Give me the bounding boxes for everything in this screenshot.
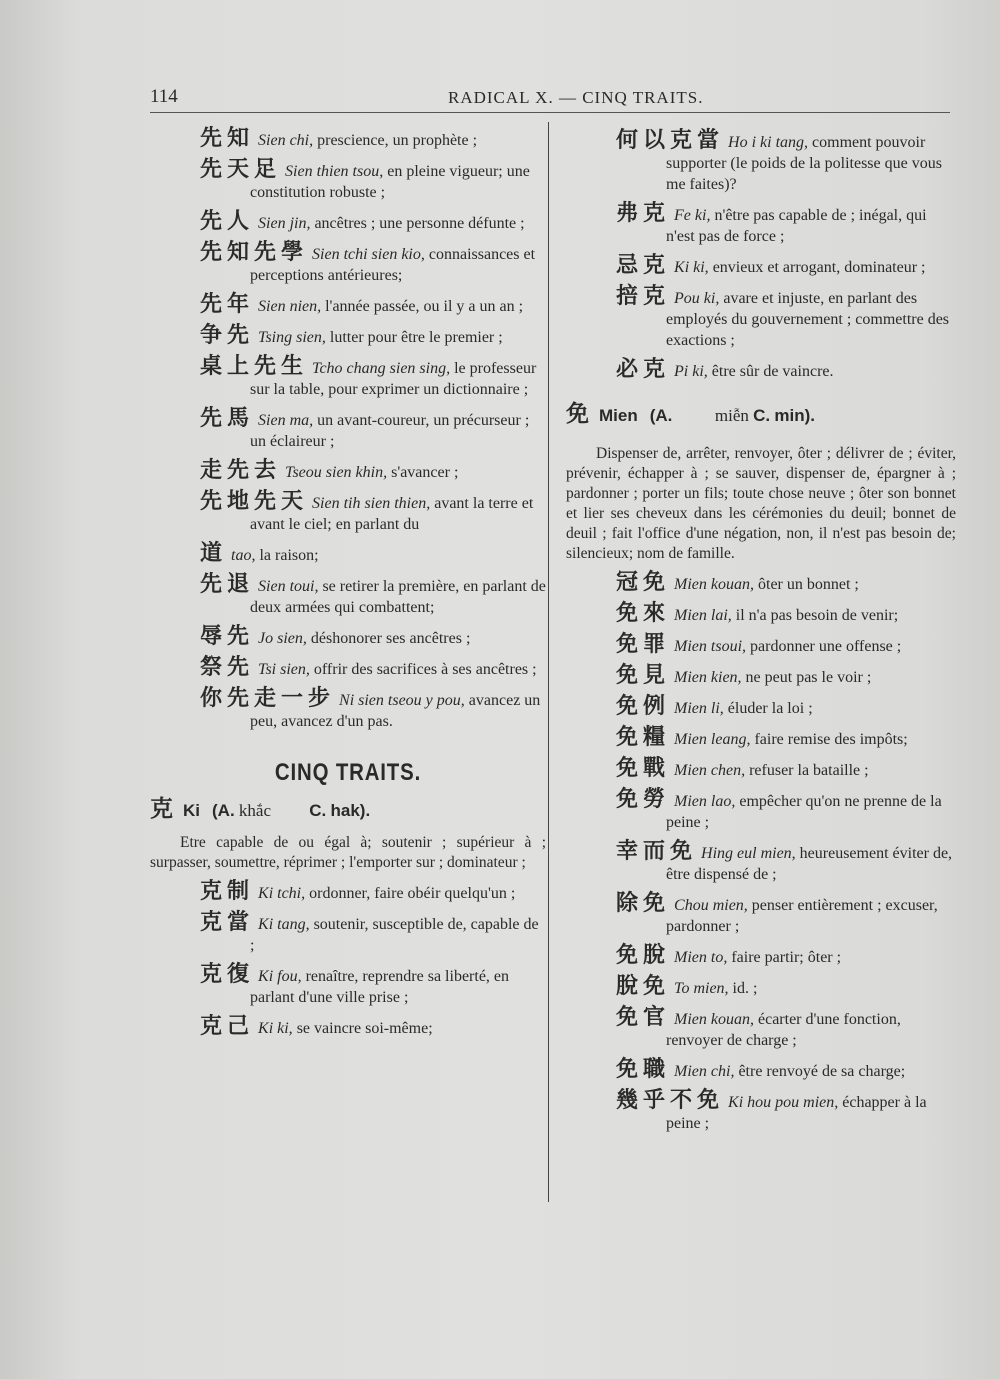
entry-romanization: Mien chen, bbox=[674, 762, 746, 779]
entry-gloss: empêcher qu'on ne prenne de la peine ; bbox=[666, 793, 942, 831]
dictionary-entry bbox=[150, 881, 546, 904]
dictionary-entry bbox=[566, 286, 956, 351]
entry-gloss: le professeur sur la table, pour exprimer un dictionnaire ; bbox=[250, 360, 537, 398]
dictionary-entry bbox=[566, 727, 956, 750]
entry-characters: 先退 bbox=[200, 572, 255, 597]
entry-gloss: connaissances et perceptions antérieures; bbox=[250, 246, 536, 284]
dictionary-entry bbox=[566, 696, 956, 719]
running-head: RADICAL X. — CINQ TRAITS. bbox=[448, 88, 704, 107]
dictionary-entry bbox=[566, 665, 956, 688]
entry-romanization: Mien lao, bbox=[674, 793, 736, 810]
dictionary-entry bbox=[566, 976, 956, 999]
entry-characters: 先馬 bbox=[200, 406, 255, 431]
entry-romanization: Mien kien, bbox=[674, 669, 742, 686]
entry-characters: 必克 bbox=[616, 357, 671, 382]
dictionary-entry bbox=[150, 543, 546, 566]
entry-romanization: Sien tih sien thien, bbox=[312, 495, 431, 512]
entry-romanization: Sien nien, bbox=[258, 298, 322, 315]
entry-gloss: comment pouvoir supporter (le poids de la politesse que vous me faites)? bbox=[666, 134, 942, 193]
entry-gloss: n'être pas capable de ; inégal, qui n'est pas de force ; bbox=[666, 207, 927, 245]
dictionary-entry bbox=[566, 130, 956, 195]
dictionary-entry bbox=[150, 408, 546, 452]
entry-characters: 免勞 bbox=[616, 787, 671, 812]
dictionary-entry bbox=[150, 325, 546, 348]
entry-characters: 先知 bbox=[200, 126, 255, 151]
entry-romanization: Tsi sien, bbox=[258, 661, 310, 678]
ki-definition: Etre capable de ou égal à; soutenir ; supérieur à ; surpasser, soumettre, réprimer ; l'emporter sur ; dominateur ; bbox=[150, 834, 546, 871]
entry-gloss: envieux et arrogant, dominateur ; bbox=[708, 259, 926, 276]
entry-characters: 幾乎不免 bbox=[616, 1088, 725, 1113]
entry-gloss: id. ; bbox=[728, 980, 758, 997]
entry-characters: 辱先 bbox=[200, 624, 255, 649]
entry-gloss: penser entièrement ; excuser, pardonner ; bbox=[666, 897, 938, 935]
entry-gloss: renaître, reprendre sa liberté, en parlant d'une ville prise ; bbox=[250, 968, 510, 1006]
entry-gloss: en pleine vigueur; une constitution robuste ; bbox=[250, 163, 530, 201]
entry-gloss: soutenir, susceptible de, capable de ; bbox=[250, 916, 539, 954]
dictionary-entry bbox=[566, 1059, 956, 1082]
entry-gloss: se vaincre soi-même; bbox=[292, 1020, 433, 1037]
entry-gloss: avant la terre et avant le ciel; en parlant du bbox=[250, 495, 534, 533]
entry-gloss: ne peut pas le voir ; bbox=[741, 669, 872, 686]
entry-gloss: éluder la loi ; bbox=[723, 700, 813, 717]
entry-characters: 弗克 bbox=[616, 201, 671, 226]
dictionary-entry bbox=[566, 359, 956, 382]
entry-romanization: Sien chi, bbox=[258, 132, 314, 149]
entry-characters: 免戰 bbox=[616, 756, 671, 781]
entry-romanization: tao, bbox=[231, 547, 256, 564]
radical-mien-a-label: (A. bbox=[649, 406, 673, 425]
entry-gloss: refuser la bataille ; bbox=[745, 762, 869, 779]
entry-romanization: Ki ki, bbox=[258, 1020, 293, 1037]
entry-romanization: Ki fou, bbox=[258, 968, 302, 985]
left-entries-b bbox=[150, 881, 546, 1039]
dictionary-entry bbox=[150, 356, 546, 400]
entry-romanization: Pou ki, bbox=[674, 290, 720, 307]
radical-mien-c-label: C. bbox=[753, 406, 771, 425]
radical-ki-character: 克 bbox=[150, 796, 173, 822]
entry-characters: 先人 bbox=[200, 209, 255, 234]
dictionary-entry bbox=[566, 789, 956, 833]
entry-romanization: To mien, bbox=[674, 980, 729, 997]
dictionary-entry bbox=[566, 945, 956, 968]
entry-romanization: Tcho chang sien sing, bbox=[312, 360, 451, 377]
entry-characters: 先地先天 bbox=[200, 489, 309, 514]
radical-ki-a-label: (A. bbox=[212, 801, 235, 820]
entry-characters: 走先去 bbox=[200, 458, 282, 483]
dictionary-entry bbox=[150, 1016, 546, 1039]
mien-definition: Dispenser de, arrêter, renvoyer, ôter ; délivrer de ; éviter, prévenir, échapper à ; se sauver, dispenser de, épargner à ; pardonner ; porter un fils; toute chose neuve ; ôter son bonnet et lier ses cheveux dans les cérémonies du deuil; bonnet de deuil ; fait l'office d'une négation, non, il n'est pas besoin de; silencieux; nom de famille. bbox=[566, 445, 956, 562]
entry-gloss: déshonorer ses ancêtres ; bbox=[306, 630, 471, 647]
entry-romanization: Chou mien, bbox=[674, 897, 748, 914]
entry-characters: 何以克當 bbox=[616, 128, 725, 153]
entry-romanization: Fe ki, bbox=[674, 207, 711, 224]
entry-romanization: Ho i ki tang, bbox=[728, 134, 809, 151]
dictionary-entry bbox=[150, 491, 546, 535]
radical-ki-c-value: hak). bbox=[330, 801, 371, 820]
entry-romanization: Ki ki, bbox=[674, 259, 709, 276]
dictionary-entry bbox=[150, 294, 546, 317]
entry-gloss: ancêtres ; une personne défunte ; bbox=[310, 215, 525, 232]
entry-romanization: Sien tchi sien kio, bbox=[312, 246, 425, 263]
right-column bbox=[566, 130, 956, 1142]
radical-ki-a-value: khắc bbox=[238, 801, 272, 820]
entry-gloss: la raison; bbox=[255, 547, 319, 564]
entry-romanization: Jo sien, bbox=[258, 630, 307, 647]
left-column bbox=[150, 128, 546, 1047]
page-number: 114 bbox=[150, 86, 178, 107]
dictionary-entry bbox=[566, 758, 956, 781]
entry-romanization: Sien toui, bbox=[258, 578, 319, 595]
entry-gloss: ôter un bonnet ; bbox=[754, 576, 859, 593]
entry-characters: 先天足 bbox=[200, 157, 282, 182]
entry-romanization: Mien leang, bbox=[674, 731, 751, 748]
entry-gloss: faire partir; ôter ; bbox=[727, 949, 842, 966]
entry-romanization: Mien kouan, bbox=[674, 576, 754, 593]
dictionary-entry bbox=[566, 572, 956, 595]
radical-mien-character: 免 bbox=[566, 401, 589, 427]
entry-characters: 免來 bbox=[616, 601, 671, 626]
entry-gloss: avancez un peu, avancez d'un pas. bbox=[250, 692, 541, 730]
dictionary-entry bbox=[566, 1007, 956, 1051]
dictionary-entry bbox=[150, 159, 546, 203]
dictionary-entry bbox=[150, 688, 546, 732]
entry-gloss: avare et injuste, en parlant des employés du gouvernement ; commettre des exactions ; bbox=[666, 290, 950, 349]
column-divider bbox=[548, 122, 549, 1202]
entry-characters: 免例 bbox=[616, 694, 671, 719]
dictionary-entry bbox=[566, 255, 956, 278]
entry-gloss: offrir des sacrifices à ses ancêtres ; bbox=[309, 661, 537, 678]
entry-characters: 免脫 bbox=[616, 943, 671, 968]
radical-mien-word: Mien bbox=[599, 406, 638, 425]
entry-gloss: heureusement éviter de, être dispensé de ; bbox=[666, 845, 953, 883]
entry-romanization: Mien chi, bbox=[674, 1063, 735, 1080]
entry-romanization: Sien ma, bbox=[258, 412, 314, 429]
dictionary-entry bbox=[150, 211, 546, 234]
radical-ki-heading bbox=[150, 796, 546, 822]
entry-characters: 掊克 bbox=[616, 284, 671, 309]
entry-gloss: lutter pour être le premier ; bbox=[325, 329, 503, 346]
entry-gloss: prescience, un prophète ; bbox=[313, 132, 478, 149]
dictionary-entry bbox=[566, 203, 956, 247]
entry-romanization: Pi ki, bbox=[674, 363, 708, 380]
entry-characters: 免糧 bbox=[616, 725, 671, 750]
entry-characters: 桌上先生 bbox=[200, 354, 309, 379]
dictionary-entry bbox=[150, 460, 546, 483]
entry-romanization: Tsing sien, bbox=[258, 329, 326, 346]
dictionary-entry bbox=[150, 626, 546, 649]
entry-romanization: Mien tsoui, bbox=[674, 638, 747, 655]
entry-gloss: un avant-coureur, un précurseur ; un éclaireur ; bbox=[250, 412, 530, 450]
radical-ki-c-label: C. bbox=[309, 801, 327, 820]
entry-romanization: Mien kouan, bbox=[674, 1011, 754, 1028]
dictionary-entry bbox=[566, 893, 956, 937]
entry-characters: 冠免 bbox=[616, 570, 671, 595]
right-entries-b bbox=[566, 572, 956, 1134]
entry-gloss: s'avancer ; bbox=[387, 464, 459, 481]
dictionary-entry bbox=[150, 912, 546, 956]
entry-romanization: Sien jin, bbox=[258, 215, 311, 232]
entry-characters: 脫免 bbox=[616, 974, 671, 999]
radical-mien-c-value: min). bbox=[774, 406, 816, 425]
radical-ki-word: Ki bbox=[183, 801, 200, 820]
entry-gloss: l'année passée, ou il y a un an ; bbox=[321, 298, 524, 315]
dictionary-entry bbox=[150, 574, 546, 618]
entry-characters: 除免 bbox=[616, 891, 671, 916]
dictionary-entry bbox=[566, 603, 956, 626]
left-entries-a bbox=[150, 128, 546, 732]
entry-gloss: échapper à la peine ; bbox=[666, 1094, 927, 1132]
entry-characters: 克當 bbox=[200, 910, 255, 935]
entry-gloss: être renvoyé de sa charge; bbox=[734, 1063, 906, 1080]
entry-romanization: Ki tang, bbox=[258, 916, 310, 933]
entry-characters: 争先 bbox=[200, 323, 255, 348]
entry-romanization: Mien to, bbox=[674, 949, 728, 966]
dictionary-entry bbox=[150, 128, 546, 151]
entry-characters: 先年 bbox=[200, 292, 255, 317]
entry-romanization: Ki tchi, bbox=[258, 885, 306, 902]
entry-characters: 克復 bbox=[200, 962, 255, 987]
entry-gloss: faire remise des impôts; bbox=[750, 731, 908, 748]
entry-characters: 祭先 bbox=[200, 655, 255, 680]
page-header bbox=[150, 82, 950, 113]
dictionary-entry bbox=[566, 841, 956, 885]
entry-characters: 免職 bbox=[616, 1057, 671, 1082]
entry-romanization: Sien thien tsou, bbox=[285, 163, 384, 180]
dictionary-entry bbox=[150, 657, 546, 680]
entry-characters: 免官 bbox=[616, 1005, 671, 1030]
entry-characters: 免罪 bbox=[616, 632, 671, 657]
entry-romanization: Tseou sien khin, bbox=[285, 464, 388, 481]
right-entries-a bbox=[566, 130, 956, 382]
entry-gloss: pardonner une offense ; bbox=[746, 638, 902, 655]
entry-characters: 克制 bbox=[200, 879, 255, 904]
entry-characters: 先知先學 bbox=[200, 240, 309, 265]
entry-gloss: il n'a pas besoin de venir; bbox=[731, 607, 899, 624]
entry-gloss: ordonner, faire obéir quelqu'un ; bbox=[305, 885, 516, 902]
dictionary-entry bbox=[150, 242, 546, 286]
entry-gloss: écarter d'une fonction, renvoyer de charge ; bbox=[666, 1011, 901, 1049]
entry-romanization: Ni sien tseou y pou, bbox=[339, 692, 465, 709]
entry-gloss: être sûr de vaincre. bbox=[707, 363, 834, 380]
section-heading: CINQ TRAITS. bbox=[274, 759, 422, 786]
dictionary-entry bbox=[566, 634, 956, 657]
radical-mien-a-value: miễn bbox=[714, 406, 749, 425]
entry-romanization: Mien lai, bbox=[674, 607, 732, 624]
entry-characters: 免見 bbox=[616, 663, 671, 688]
entry-characters: 克己 bbox=[200, 1014, 255, 1039]
entry-characters: 幸而免 bbox=[616, 839, 698, 864]
entry-romanization: Hing eul mien, bbox=[701, 845, 796, 862]
entry-romanization: Mien li, bbox=[674, 700, 724, 717]
entry-romanization: Ki hou pou mien, bbox=[728, 1094, 839, 1111]
radical-mien-heading bbox=[566, 401, 956, 427]
entry-gloss: se retirer la première, en parlant de deux armées qui combattent; bbox=[250, 578, 546, 616]
dictionary-entry bbox=[566, 1090, 956, 1134]
dictionary-entry bbox=[150, 964, 546, 1008]
entry-characters: 你先走一步 bbox=[200, 686, 336, 711]
entry-characters: 忌克 bbox=[616, 253, 671, 278]
entry-characters: 道 bbox=[200, 541, 228, 566]
